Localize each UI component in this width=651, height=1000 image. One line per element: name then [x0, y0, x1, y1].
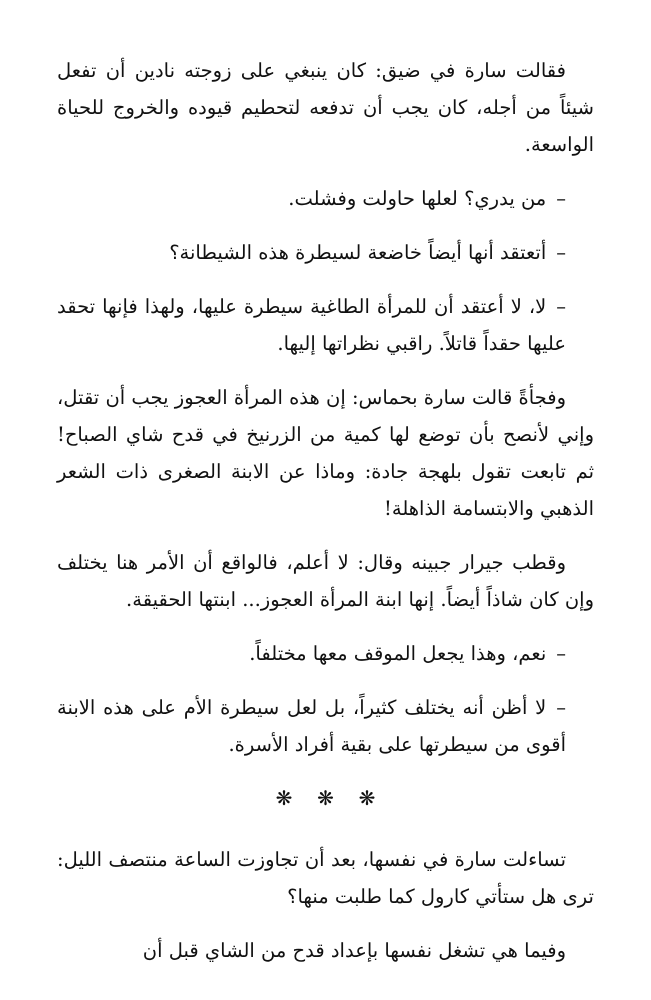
paragraph-dialogue — [57, 180, 594, 217]
book-page — [57, 52, 594, 986]
asterism-star-icon: ❋ — [317, 786, 334, 810]
paragraph-narration: وفجأةً قالت سارة بحماس: إن هذه المرأة العجوز يجب أن تقتل، وإني لأنصح بأن توضع لها كمية من الزرنيخ في قدح شاي الصباح! ثم تابعت تقول بلهجة جادة: وماذا عن الابنة الصغرى ذات الشعر الذهبي والابتسامة الذاهلة! — [57, 386, 594, 520]
paragraph-dialogue — [57, 689, 594, 763]
dialogue-text: لا، لا أعتقد أن للمرأة الطاغية سيطرة عليها، ولهذا فإنها تحقد عليها حقداً قاتلاً. راقبي نظراتها إليها. — [57, 295, 566, 355]
asterism-star-icon: ❋ — [358, 786, 376, 810]
dialogue-dash: – — [556, 696, 566, 719]
dialogue-dash: – — [556, 187, 566, 210]
dialogue-dash: – — [556, 241, 566, 264]
paragraph-narration: وفيما هي تشغل نفسها بإعداد قدح من الشاي قبل أن — [142, 939, 566, 962]
asterism-star-icon: ❋ — [275, 786, 293, 810]
paragraph-narration: تساءلت سارة في نفسها، بعد أن تجاوزت الساعة منتصف الليل: ترى هل ستأتي كارول كما طلبت منها؟ — [57, 848, 594, 908]
paragraph-dialogue — [57, 234, 594, 271]
paragraph-dialogue — [57, 288, 594, 362]
dialogue-dash: – — [556, 295, 566, 318]
dialogue-text: لا أظن أنه يختلف كثيراً، بل لعل سيطرة الأم على هذه الابنة أقوى من سيطرتها على بقية أفراد الأسرة. — [57, 696, 566, 756]
paragraph-narration: فقالت سارة في ضيق: كان ينبغي على زوجته نادين أن تفعل شيئاً من أجله، كان يجب أن تدفعه لتحطيم قيوده والخروج للحياة الواسعة. — [57, 59, 594, 156]
dialogue-text: من يدري؟ لعلها حاولت وفشلت. — [288, 187, 547, 210]
dialogue-dash: – — [556, 642, 566, 665]
paragraph-narration: وقطب جيرار جبينه وقال: لا أعلم، فالواقع أن الأمر هنا يختلف وإن كان شاذاً أيضاً. إنها ابنة المرأة العجوز... ابنتها الحقيقة. — [57, 551, 594, 611]
section-separator — [57, 780, 594, 817]
dialogue-text: أتعتقد أنها أيضاً خاضعة لسيطرة هذه الشيطانة؟ — [169, 241, 547, 264]
dialogue-text: نعم، وهذا يجعل الموقف معها مختلفاً. — [249, 642, 547, 665]
paragraph-dialogue — [57, 635, 594, 672]
